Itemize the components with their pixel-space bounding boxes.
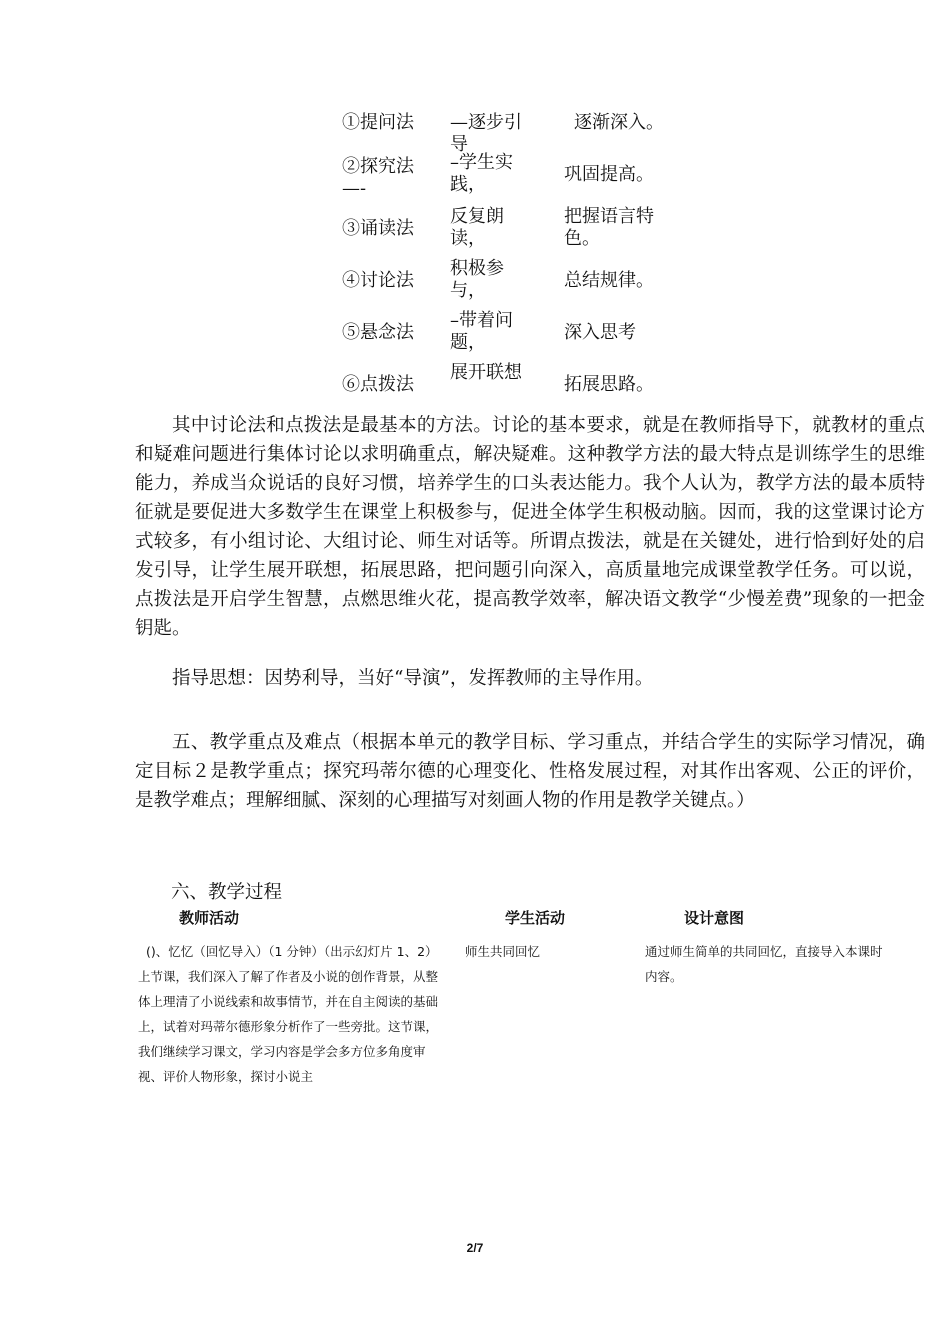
teacher-activity-heading: ()、忆忆（回忆导入）（1 分钟）（出示幻灯片 1、2） [146, 944, 438, 959]
method-activity: 反复朗读， [450, 206, 504, 249]
method-activity: –学生实践， [450, 152, 513, 195]
header-teacher-activity: 教师活动 [179, 909, 240, 927]
method-result: 总结规律。 [564, 270, 654, 291]
method-result: 把握语言特色。 [564, 206, 654, 249]
method-name: ④讨论法 [342, 270, 414, 291]
method-result: 巩固提高。 [564, 164, 654, 185]
paragraph-methods-explanation [135, 411, 925, 643]
paragraph-guiding-idea [135, 664, 925, 693]
header-design-intent: 设计意图 [684, 909, 745, 927]
method-name: ⑤悬念法 [342, 322, 414, 343]
teacher-activity-text: 上节课，我们深入了解了作者及小说的创作背景，从整体上理清了小说线索和故事情节，并在自主阅读的基础上，试着对玛蒂尔德形象分析作了一些旁批。这节课，我们继续学习课文，学习内容是学会多方位多角度审视、评价人物形象，探讨小说主 [138, 969, 439, 1084]
page-number: 2/7 [466, 1241, 484, 1255]
section-key-points [135, 728, 925, 815]
method-row [342, 310, 682, 366]
method-name: ②探究法—- [342, 156, 414, 199]
method-name: ①提问法 [342, 112, 414, 133]
method-name: ⑥点拨法 [342, 374, 414, 395]
method-name: ③诵读法 [342, 218, 414, 239]
method-row [342, 206, 682, 262]
method-activity: —逐步引导 [450, 112, 522, 155]
method-activity: –带着问题， [450, 310, 513, 353]
method-row [342, 258, 682, 314]
section-title-process: 六、教学过程 [171, 882, 283, 903]
paragraph-text: 其中讨论法和点拨法是最基本的方法。讨论的基本要求，就是在教师指导下，就教材的重点和疑难问题进行集体讨论以求明确重点，解决疑难。这种教学方法的最大特点是训练学生的思维能力，养成当众说话的良好习惯，培养学生的口头表达能力。我个人认为，教学方法的最本质特征就是要促进大多数学生在课堂上积极参与，促进全体学生积极动脑。因而，我的这堂课讨论方式较多，有小组讨论、大组讨论、师生对话等。所谓点拨法，就是在关键处，进行恰到好处的启发引导，让学生展开联想，拓展思路，把问题引向深入，高质量地完成课堂教学任务。可以说，点拨法是开启学生智慧，点燃思维火花，提高教学效率，解决语文教学“少慢差费”现象的一把金钥匙。 [135, 415, 925, 639]
teacher-activity-cell [138, 939, 450, 1089]
method-result: 逐渐深入。 [574, 112, 664, 133]
method-activity: 积极参与， [450, 258, 504, 301]
paragraph-text: 五、教学重点及难点（根据本单元的教学目标、学习重点，并结合学生的实际学习情况，确定目标２是教学重点；探究玛蒂尔德的心理变化、性格发展过程，对其作出客观、公正的评价，是教学难点；理解细腻、深刻的心理描写对刻画人物的作用是教学关键点。） [135, 732, 925, 811]
method-row [342, 152, 682, 210]
method-result: 深入思考 [564, 322, 636, 343]
header-student-activity: 学生活动 [505, 909, 566, 927]
method-result: 拓展思路。 [564, 374, 654, 395]
teaching-methods-list [342, 112, 682, 418]
method-activity: 展开联想 [450, 362, 522, 383]
paragraph-text: 指导思想：因势利导，当好“导演”，发挥教师的主导作用。 [172, 668, 654, 689]
design-intent-cell: 通过师生简单的共同回忆，直接导入本课时内容。 [645, 944, 883, 984]
student-activity-cell: 师生共同回忆 [465, 944, 541, 959]
